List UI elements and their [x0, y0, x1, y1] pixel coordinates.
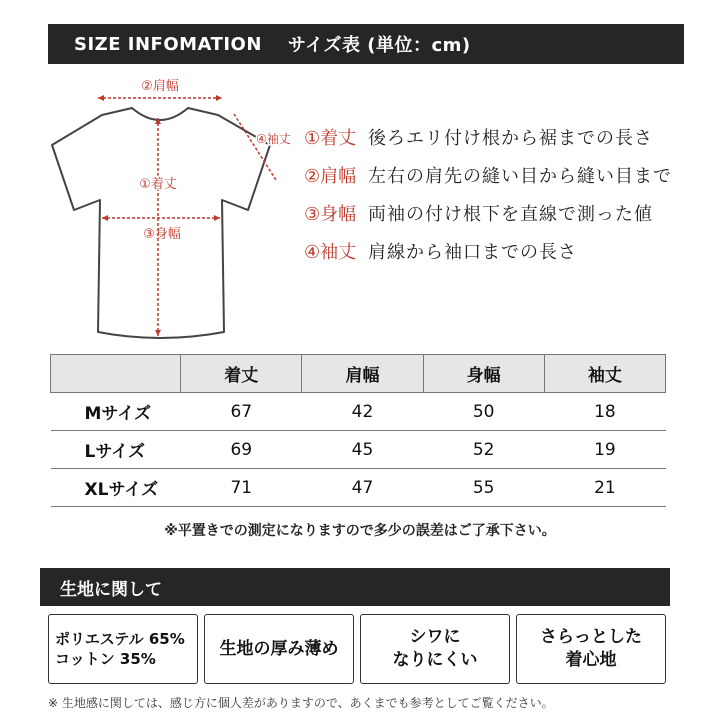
table-cell: 67: [181, 393, 302, 431]
legend-row: [304, 118, 672, 156]
fabric-note: ※ 生地感に関しては、感じ方に個人差がありますので、あくまでも参考としてご覧ください。: [48, 696, 554, 710]
fabric-header: [40, 568, 670, 606]
legend-desc: 両袖の付け根下を直線で測った値: [368, 204, 653, 225]
tshirt-outline: [52, 108, 270, 338]
table-cell: 55: [423, 469, 544, 507]
header-title-en: SIZE INFOMATION: [74, 33, 262, 55]
legend-desc: 左右の肩先の縫い目から縫い目まで: [368, 166, 672, 187]
fabric-features: [48, 614, 666, 684]
legend-row: [304, 194, 672, 232]
table-header-length: 着丈: [181, 355, 302, 393]
legend-desc: 後ろエリ付け根から裾までの長さ: [368, 128, 653, 149]
legend-row: [304, 232, 672, 270]
legend-row: [304, 156, 672, 194]
table-cell: 45: [302, 431, 423, 469]
label-chest: ③身幅: [143, 227, 181, 242]
shoulder-arrowhead-left: [98, 95, 104, 101]
row-size-label: XLサイズ: [51, 469, 181, 507]
label-shoulder: ②肩幅: [141, 79, 179, 94]
legend-desc: 肩線から袖口までの長さ: [368, 242, 577, 263]
table-row: [51, 469, 666, 507]
row-size-label: Lサイズ: [51, 431, 181, 469]
measurement-legend: [304, 118, 672, 270]
table-cell: 47: [302, 469, 423, 507]
row-size-label: Mサイズ: [51, 393, 181, 431]
fabric-title: 生地に関して: [60, 579, 162, 600]
legend-key: ①着丈: [304, 128, 357, 149]
table-header-sleeve: 袖丈: [544, 355, 665, 393]
table-cell: 19: [544, 431, 665, 469]
table-row: [51, 393, 666, 431]
feature-box-wrinkle: シワに なりにくい: [360, 614, 510, 684]
label-sleeve: ④袖丈: [256, 132, 291, 146]
table-row: [51, 431, 666, 469]
table-header-empty: [51, 355, 181, 393]
tshirt-diagram: [40, 70, 310, 350]
feature-box-comfort: さらっとした 着心地: [516, 614, 666, 684]
legend-key: ②肩幅: [304, 166, 357, 187]
table-cell: 71: [181, 469, 302, 507]
length-arrowhead-bottom: [155, 330, 161, 336]
table-header-row: [51, 355, 666, 393]
table-cell: 50: [423, 393, 544, 431]
measurement-note: ※平置きでの測定になりますので多少の誤差はご了承下さい。: [164, 523, 556, 539]
header-title-jp: サイズ表 (単位：cm): [287, 35, 471, 56]
table-cell: 52: [423, 431, 544, 469]
label-length: ①着丈: [139, 177, 177, 192]
feature-box-material: ポリエステル 65% コットン 35%: [48, 614, 198, 684]
shoulder-arrowhead-right: [216, 95, 222, 101]
table-cell: 21: [544, 469, 665, 507]
chest-arrowhead-left: [102, 215, 108, 221]
legend-key: ④袖丈: [304, 242, 357, 263]
chest-arrowhead-right: [214, 215, 220, 221]
legend-key: ③身幅: [304, 204, 357, 225]
table-cell: 69: [181, 431, 302, 469]
feature-box-thickness: 生地の厚み薄め: [204, 614, 354, 684]
table-header-shoulder: 肩幅: [302, 355, 423, 393]
table-cell: 42: [302, 393, 423, 431]
size-table: [50, 354, 666, 507]
size-info-header: [48, 24, 684, 64]
table-header-chest: 身幅: [423, 355, 544, 393]
table-cell: 18: [544, 393, 665, 431]
